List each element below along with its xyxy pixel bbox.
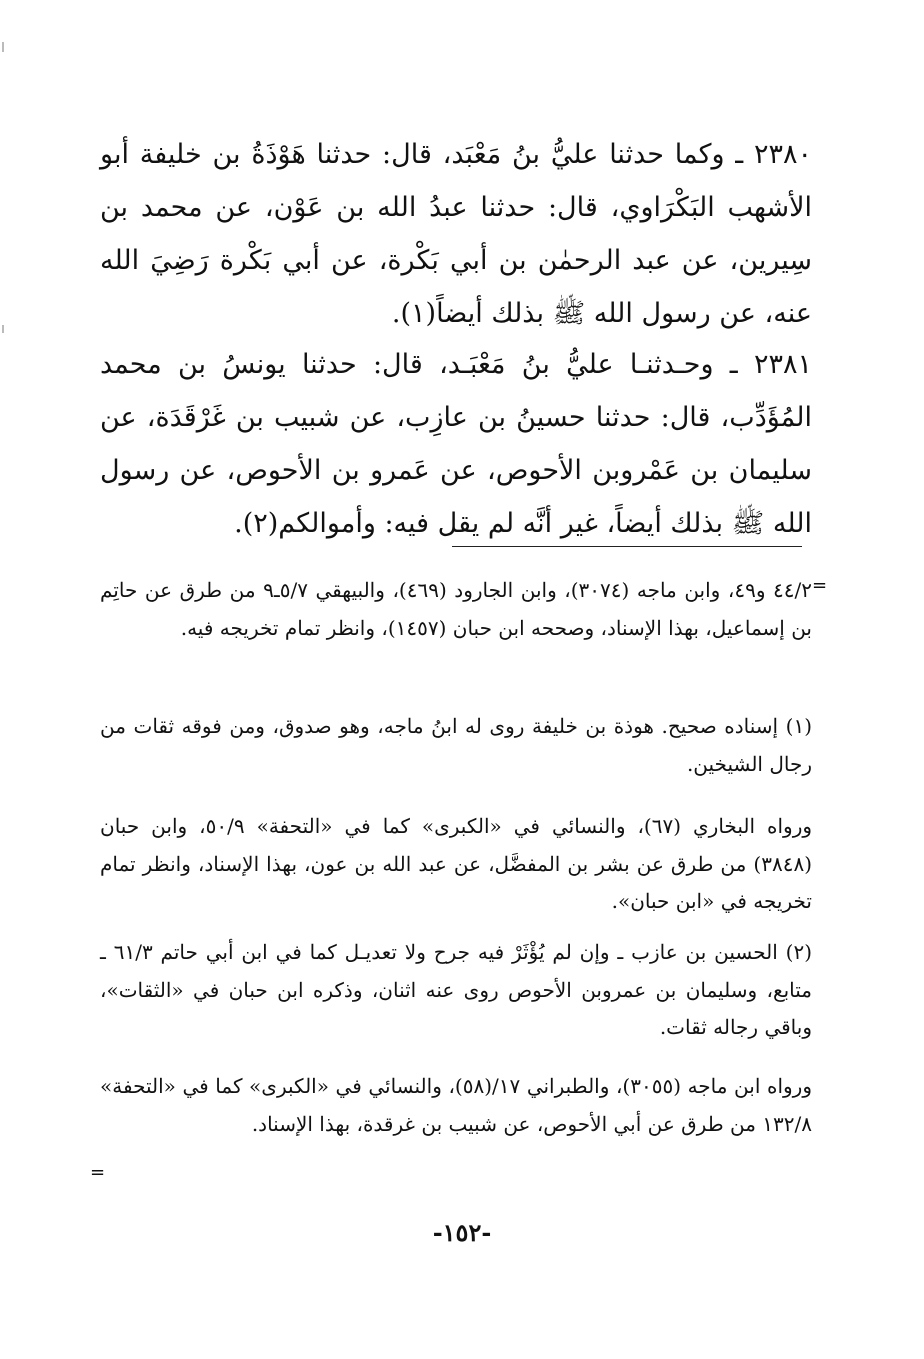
hadith-2381: ٢٣٨١ ـ وحـدثنـا عليُّ بنُ مَعْبَـد، قال: حدثنا يونسُ بن محمد المُؤَدِّب، قال: حدثنا حسينُ بن عازِب، عن شبيب بن غَرْقَدَة، عن سليمان بن عَمْروبن الأحوص، عن عَمرو بن الأحوص، عن رسول الله ﷺ بذلك أيضاً، غير أنَّه لم يقل فيه: وأموالكم(٢). (100, 349, 812, 539)
scan-edge-mark (2, 42, 4, 52)
continuation-mark-top: = (812, 575, 828, 596)
hadith-2380: ٢٣٨٠ ـ وكما حدثنا عليُّ بنُ مَعْبَد، قال: حدثنا هَوْذَةُ بن خليفة أبو الأشهب البَكْرَاوي، قال: حدثنا عبدُ الله بن عَوْن، عن محمد بن سِيرين، عن عبد الرحمٰن بن أبي بَكْرة، عن أبي بَكْرة رَضِيَ الله عنه، عن رسول الله ﷺ بذلك أيضاً(١). (100, 139, 812, 329)
footnote-separator (452, 546, 802, 547)
scan-edge-mark (2, 325, 4, 333)
footnote-2-continued: ورواه ابن ماجه (٣٠٥٥)، والطبراني ١٧/(٥٨)، والنسائي في «الكبرى» كما في «التحفة» ١٣٢/٨ من طرق عن أبي الأحوص، عن شبيب بن غرقدة، بهذا الإسناد. (100, 1074, 813, 1136)
page-number: -١٥٢- (432, 1218, 492, 1247)
footnote-1-continued: ورواه البخاري (٦٧)، والنسائي في «الكبرى» كما في «التحفة» ٥٠/٩، وابن حبان (٣٨٤٨) من طرق عن بشر بن المفضَّل، عن عبد الله بن عون، بهذا الإسناد، وانظر تمام تخريجه في «ابن حبان». (100, 814, 813, 913)
continuation-mark-bottom: = (90, 1162, 106, 1183)
footnote-continuation: ٤٤/٢ و٤٩، وابن ماجه (٣٠٧٤)، وابن الجارود (٤٦٩)، والبيهقي ٥/٧ـ٩ من طرق عن حاتِم بن إسماعيل، بهذا الإسناد، وصححه ابن حبان (١٤٥٧)، وانظر تمام تخريجه فيه. (100, 578, 813, 640)
footnote-1: (١) إسناده صحيح. هوذة بن خليفة روى له ابنُ ماجه، وهو صدوق، ومن فوقه ثقات من رجال الشيخين. (100, 714, 812, 776)
footnote-2: (٢) الحسين بن عازب ـ وإن لم يُؤْثَرْ فيه جرح ولا تعديـل كما في ابن أبي حاتم ٦١/٣ ـ متابع، وسليمان بن عمروبن الأحوص روى عنه اثنان، وذكره ابن حبان في «الثقات»، وباقي رجاله ثقات. (100, 940, 813, 1039)
